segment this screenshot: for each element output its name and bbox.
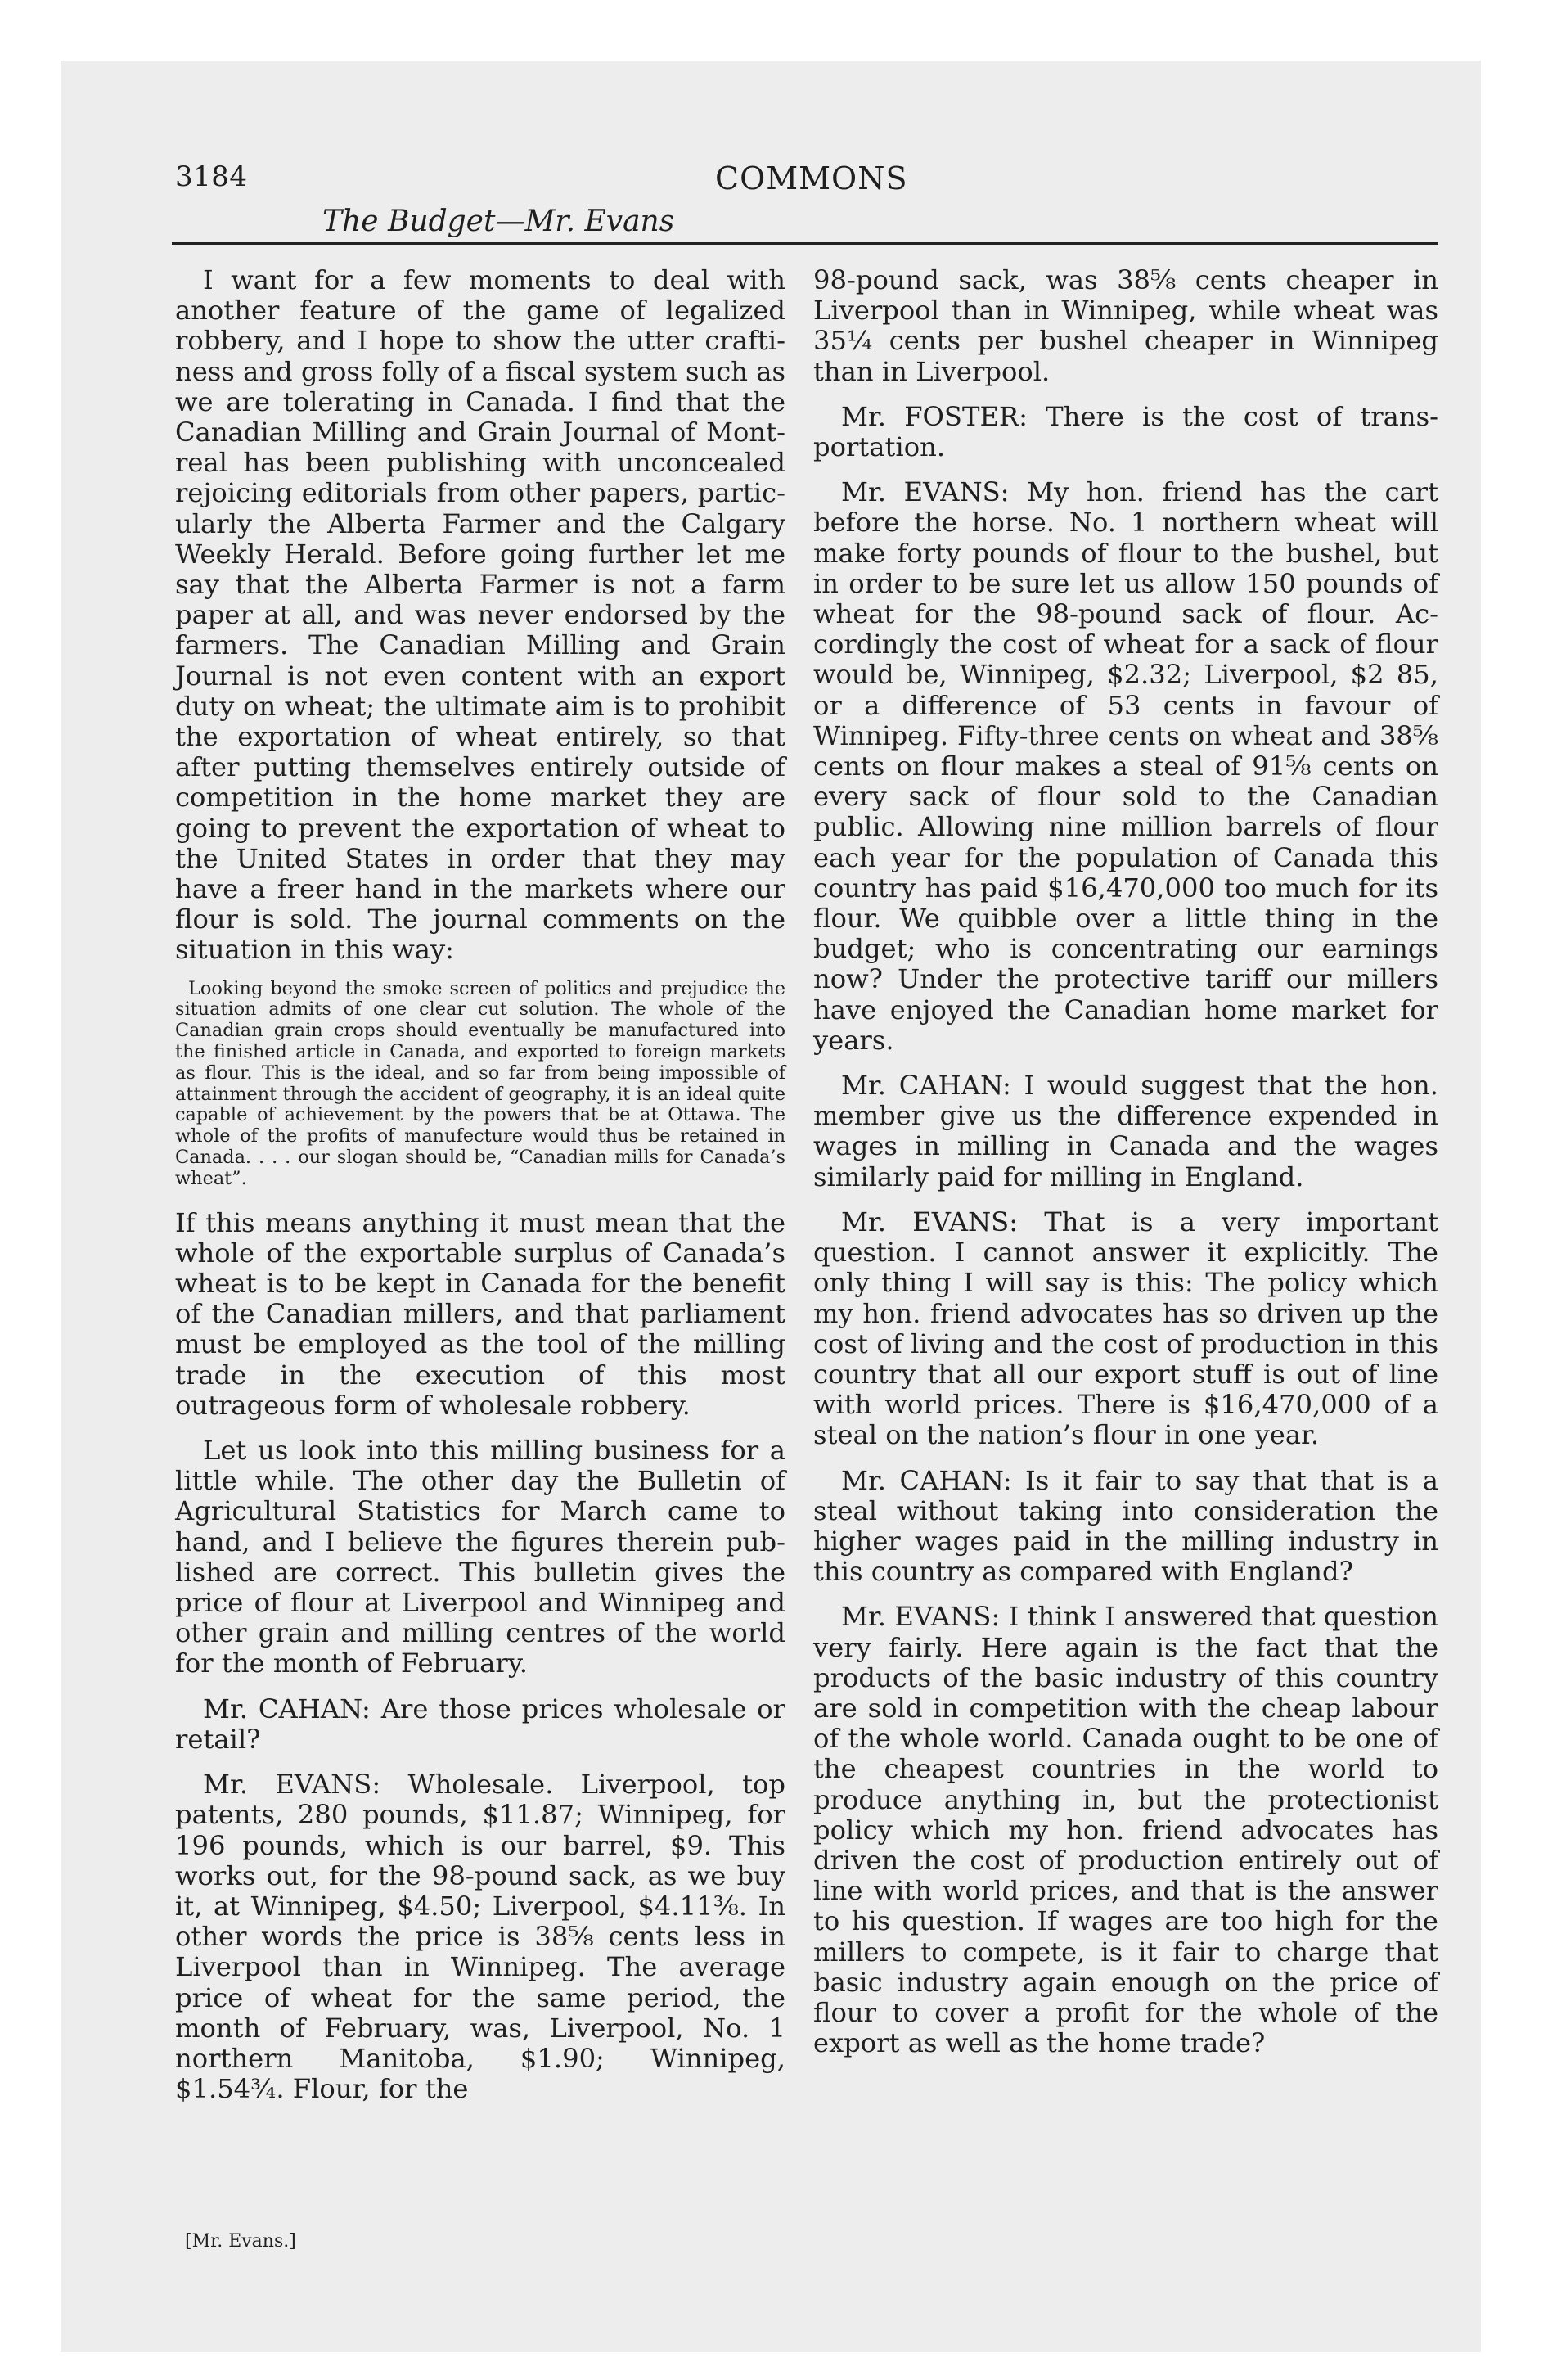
paragraph-cahan-question: Mr. CAHAN: Are those prices wholesale or retail? [175, 1693, 785, 1755]
journal-quote: Looking beyond the smoke screen of politics and prejudice the situation admits of one clear cut solution. The whole of the Canadian grain crops should eventually be manufactured into the finished article in Canada, and exported to foreign markets as flour. This is the ideal, and so far from being impossible of attainment through the accident of geography, it is an ideal quite capable of achievement by the powers that be at Ottawa. The whole of the profits of manufecture would thus be retained in Canada. . . . our slogan should be, “Canadian mills for Canada’s wheat”. [175, 977, 785, 1189]
speaker-note: [Mr. Evans.] [185, 2231, 296, 2252]
paragraph-foster-transportation: Mr. FOSTER: There is the cost of transportation. [813, 400, 1438, 463]
section-title: COMMONS [715, 160, 908, 196]
paragraph-cahan-steal: Mr. CAHAN: Is it fair to say that that is a steal without taking into consideration the higher wages paid in the milling industry in this country as compared with England? [813, 1464, 1438, 1588]
paragraph-legalized-robbery: I want for a few moments to deal with another feature of the game of legalized robbery, and I hope to show the utter craftiness and gross folly of a fiscal system such as we are tolerating in Canada. I find that the Canadian Milling and Grain Journal of Montreal has been publishing with unconcealed rejoicing editorials from other papers, particularly the Alberta Farmer and the Calgary Weekly Herald. Before going further let me say that the Alberta Farmer is not a farm paper at all, and was never endorsed by the farmers. The Canadian Milling and Grain Journal is not even content with an export duty on wheat; the ultimate aim is to prohibit the exportation of wheat entirely, so that after putting themselves entirely outside of competition in the home market they are going to prevent the exportation of wheat to the United States in order that they may have a freer hand in the markets where our flour is sold. The journal comments on the situation in this way: [175, 264, 785, 966]
paragraph-evans-prices: Mr. EVANS: Wholesale. Liverpool, top patents, 280 pounds, $11.87; Winnipeg, for 196 pounds, which is our barrel, $9. This works out, for the 98-pound sack, as we buy it, at Winnipeg, $4.50; Liverpool, $4.11⅜. In other words the price is 38⅝ cents less in Liverpool than in Winnipeg. The average price of wheat for the same period, the month of February, was, Liverpool, No. 1 northern Manitoba, $1.90; Winnipeg, $1.54¾. Flour, for the [175, 1769, 785, 2105]
paragraph-evans-cart-horse: Mr. EVANS: My hon. friend has the cart before the horse. No. 1 northern wheat will make forty pounds of flour to the bushel, but in order to be sure let us allow 150 pounds of wheat for the 98-pound sack of flour. Accordingly the cost of wheat for a sack of flour would be, Winnipeg, $2.32; Liverpool, $2 85, or a difference of 53 cents in favour of Winnipeg. Fifty-three cents on wheat and 38⅝ cents on flour makes a steal of 91⅝ cents on every sack of flour sold to the Canadian public. Allowing nine million barrels of flour each year for the population of Canada this country has paid $16,470,000 too much for its flour. We quibble over a little thing in the budget; who is concentrating our earnings now? Under the protective tariff our millers have enjoyed the Canadian home market for years. [813, 476, 1438, 1056]
paragraph-cahan-wages: Mr. CAHAN: I would suggest that the hon. member give us the difference expended in wages in milling in Canada and the wages similarly paid for milling in England. [813, 1070, 1438, 1192]
right-column [813, 265, 1438, 2058]
paragraph-evans-answer: Mr. EVANS: I think I answered that question very fairly. Here again is the fact that the products of the basic industry of this country are sold in competition with the cheap labour of the whole world. Canada ought to be one of the cheapest countries in the world to produce anything in, but the protectionist policy which my hon. friend advocates has driven the cost of production entirely out of line with world prices, and that is the answer to his question. If wages are too high for the millers to compete, is it fair to charge that basic industry again enough on the price of flour to cover a profit for the whole of the export as well as the home trade? [813, 1601, 1438, 2059]
hansard-page [61, 61, 1481, 2352]
paragraph-exportable-surplus: If this means anything it must mean that the whole of the exportable surplus of Canada’s wheat is to be kept in Canada for the benefit of the Canadian millers, and that parliament must be employed as the tool of the milling trade in the execution of this most outrageous form of wholesale robbery. [175, 1206, 785, 1421]
paragraph-milling-business: Let us look into this milling business for a little while. The other day the Bulletin of Agricultural Statistics for March came to hand, and I believe the figures therein published are correct. This bulletin gives the price of flour at Liverpool and Winnipeg and other grain and milling centres of the world for the month of February. [175, 1435, 785, 1679]
left-column [175, 265, 785, 2104]
scanned-page-background [61, 61, 1481, 2352]
page-number: 3184 [175, 160, 248, 193]
running-title: The Budget—Mr. Evans [322, 205, 675, 238]
paragraph-flour-continuation: 98-pound sack, was 38⅝ cents cheaper in Liverpool than in Winnipeg, while wheat was 35¼ cents per bushel cheaper in Winnipeg than in Liverpool. [813, 264, 1438, 387]
paragraph-evans-important-question: Mr. EVANS: That is a very important question. I cannot answer it explicitly. The only thing I will say is this: The policy which my hon. friend advocates has so driven up the cost of living and the cost of production in this country that all our export stuff is out of line with world prices. There is $16,470,000 of a steal on the nation’s flour in one year. [813, 1206, 1438, 1451]
header-rule [172, 242, 1438, 245]
